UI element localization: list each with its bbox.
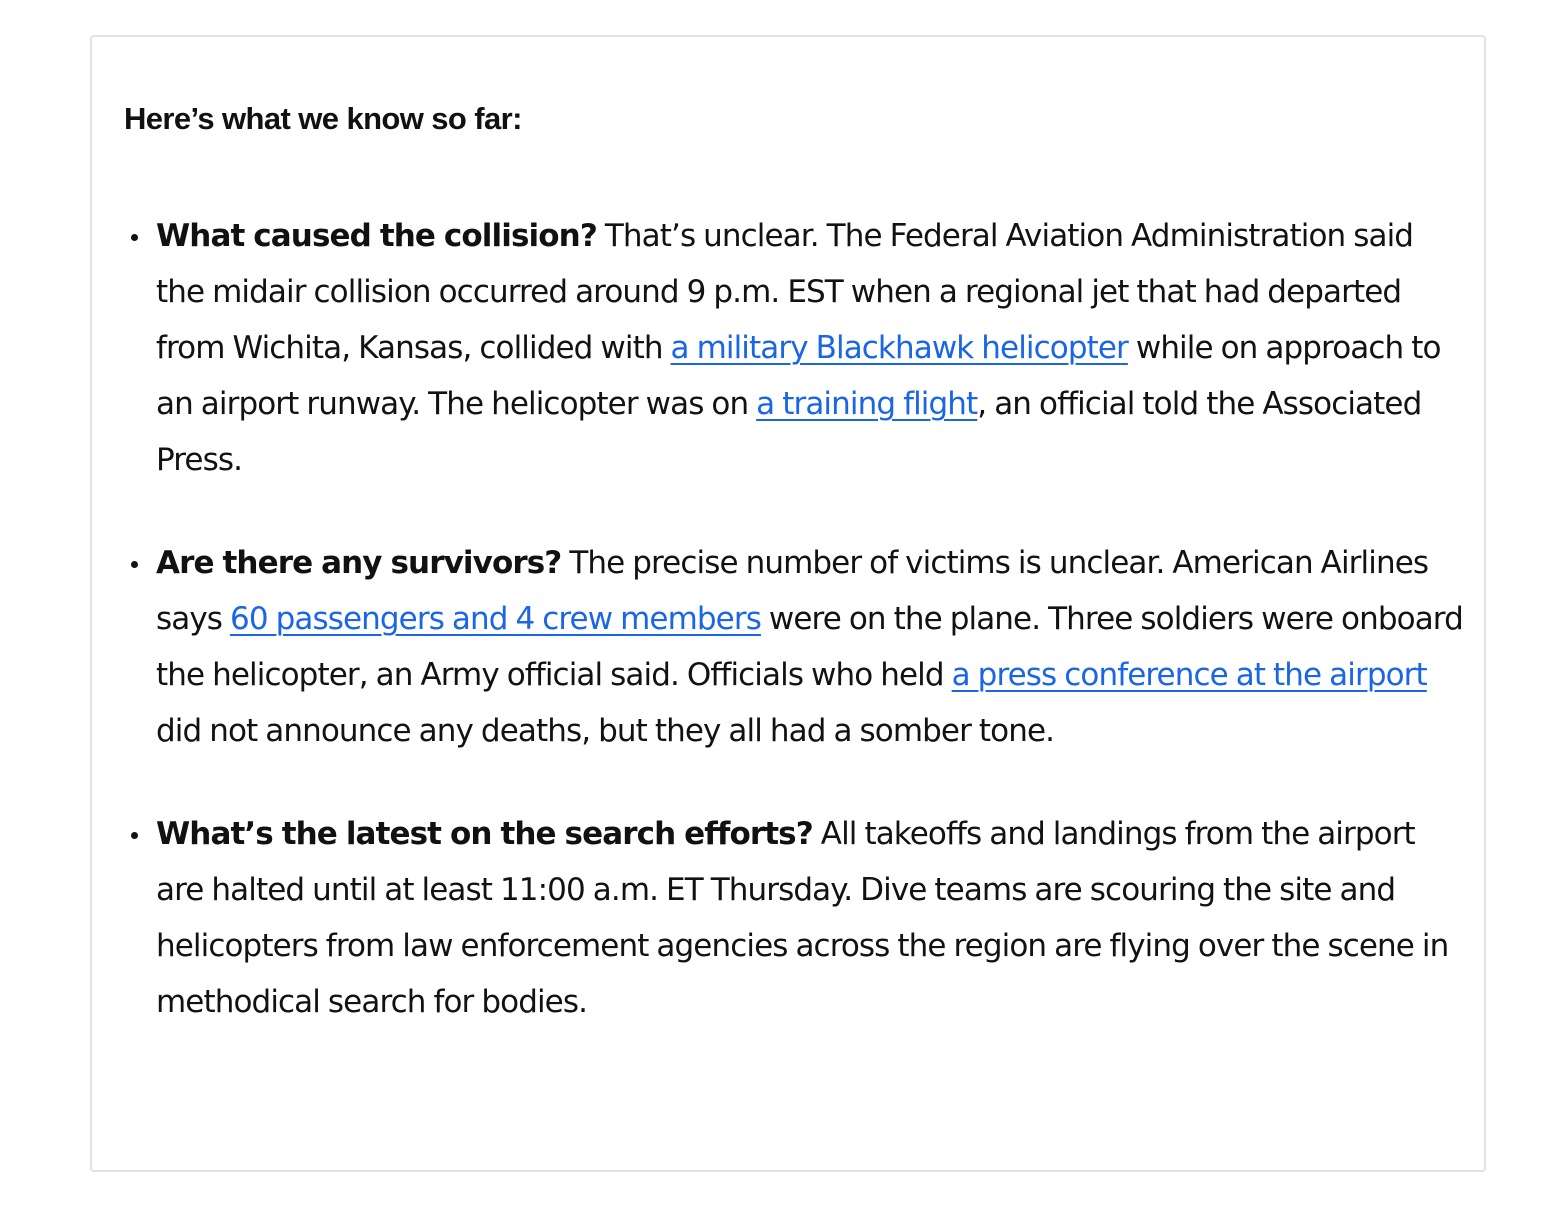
link-passengers-and-crew[interactable]: 60 passengers and 4 crew members [230,601,761,637]
list-item-search-efforts [156,806,1466,1030]
item-text: All takeoffs and landings from the airport are halted until at least 11:00 a.m. ET Thursday. Dive teams are scouring the site and helicopters from law enforcement agencies across the region are flying over the scene in methodical search for bodies. [156,816,1449,1020]
item-text: The precise number of victims is unclear. American Airlines says [156,545,1429,637]
list-item-collision-cause [156,208,1466,488]
item-question: Are there any survivors? [156,545,562,581]
summary-card [90,35,1486,1172]
link-military-blackhawk-helicopter[interactable]: a military Blackhawk helicopter [670,330,1128,366]
item-question: What caused the collision? [156,218,597,254]
link-press-conference[interactable]: a press conference at the airport [951,657,1427,693]
item-text: did not announce any deaths, but they all had a somber tone. [156,713,1055,749]
item-text: were on the plane. Three soldiers were onboard the helicopter, an Army official said. Officials who held [156,601,1463,693]
summary-list [156,208,1466,1077]
link-training-flight[interactable]: a training flight [756,386,978,422]
item-text: while on approach to an airport runway. The helicopter was on [156,330,1441,422]
summary-heading: Here’s what we know so far: [124,101,522,136]
item-text: , an official told the Associated Press. [156,386,1422,478]
item-text: That’s unclear. The Federal Aviation Administration said the midair collision occurred around 9 p.m. EST when a regional jet that had departed from Wichita, Kansas, collided with [156,218,1414,366]
list-item-survivors [156,535,1466,759]
item-question: What’s the latest on the search efforts? [156,816,813,852]
